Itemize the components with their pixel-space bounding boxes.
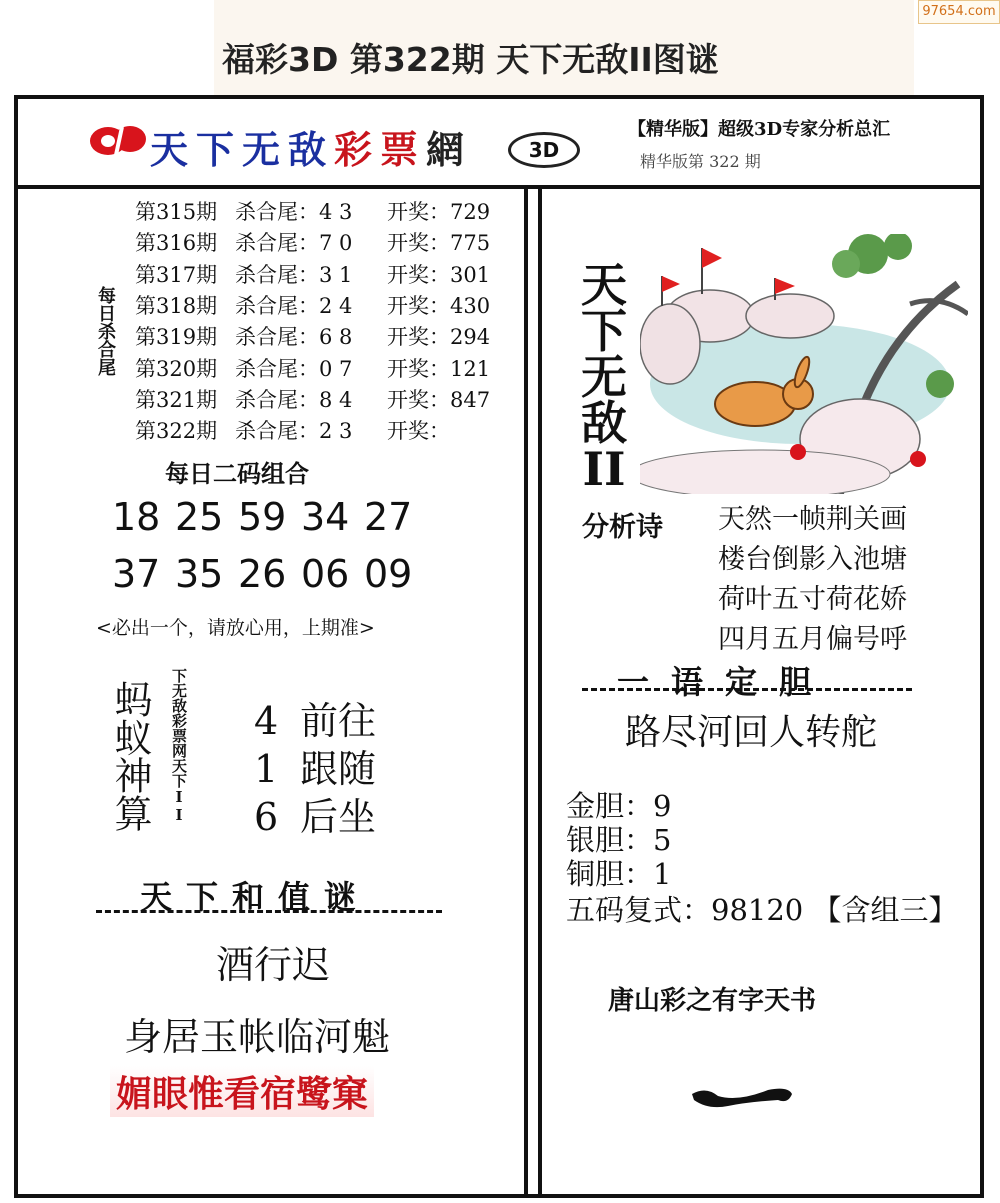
kill-tail-row [135, 321, 490, 351]
ant-pick [254, 690, 376, 745]
kill-tail-side-label: 每日杀合尾 [95, 286, 116, 376]
two-code-value: 37 [112, 552, 161, 596]
kill-tail-row [135, 227, 490, 257]
brush-stroke-glyph [688, 1080, 798, 1116]
kill-tail-value: 杀合尾：7 0 [235, 231, 353, 256]
kill-tail-row [135, 290, 490, 320]
ant-pick-word: 跟随 [300, 747, 377, 791]
sentence-underline [582, 688, 912, 691]
kill-tail-draw: 开奖：775 [387, 231, 491, 256]
lottery-logo-icon [88, 121, 152, 159]
sum-riddle-heading: 天下和值谜 [140, 878, 371, 916]
column-divider-right [538, 185, 542, 1198]
ant-pick [254, 786, 376, 841]
kill-tail-row [135, 259, 490, 289]
two-code-value: 59 [238, 495, 287, 539]
ant-pick-number: 1 [254, 747, 279, 791]
edition-label: 【精华版】超级3D专家分析总汇 [628, 119, 891, 140]
kill-tail-draw: 开奖：301 [387, 262, 491, 287]
ant-label: 蚂蚁神算 [108, 680, 152, 832]
two-code-value: 26 [238, 552, 287, 596]
two-code-value: 06 [301, 552, 350, 596]
five-code-combo: 五码复式：98120 【含组三】 [566, 893, 958, 927]
puzzle-title: 天下无敌II [581, 258, 627, 496]
sum-riddle-line-3: 媚眼惟看宿鹭窠 [110, 1066, 374, 1117]
gold-digit: 金胆：9 [566, 789, 672, 823]
site-name [150, 119, 472, 174]
kill-tail-value: 杀合尾：2 4 [235, 293, 353, 318]
kill-tail-row [135, 353, 490, 383]
kill-tail-draw: 开奖：121 [387, 356, 491, 381]
site-name-part-2: 彩票 [334, 127, 427, 172]
kill-tail-draw: 开奖：294 [387, 325, 491, 350]
site-watermark: 97654.com [918, 0, 1000, 24]
two-code-value: 35 [175, 552, 224, 596]
kill-tail-period: 第316期 [135, 231, 218, 256]
two-code-row-1 [112, 495, 427, 539]
banner [18, 99, 980, 189]
two-code-heading: 每日二码组合 [165, 459, 309, 488]
kill-tail-period: 第320期 [135, 356, 218, 381]
poem-label: 分析诗 [582, 512, 663, 543]
kill-tail-period: 第315期 [135, 200, 218, 224]
kill-tail-draw: 开奖： [387, 419, 450, 444]
ant-pick-word: 前往 [300, 699, 377, 743]
ant-pick-number: 4 [254, 699, 279, 743]
two-code-value: 34 [301, 495, 350, 539]
two-code-row-2 [112, 552, 427, 596]
kill-tail-value: 杀合尾：2 3 [235, 419, 353, 444]
kill-tail-row [135, 384, 490, 414]
rabbit-landscape-illustration [640, 234, 968, 494]
key-sentence: 路尽河回人转舵 [625, 712, 878, 753]
silver-digit: 银胆：5 [566, 823, 672, 857]
kill-tail-row [135, 196, 490, 226]
two-code-value: 27 [364, 495, 413, 539]
sum-riddle-line-1: 酒行迟 [216, 943, 331, 987]
poem-line: 四月五月偏号呼 [718, 624, 907, 655]
two-code-note: <必出一个，请放心用，上期准> [96, 617, 375, 639]
kill-tail-period: 第319期 [135, 325, 218, 350]
kill-tail-draw: 开奖：430 [387, 293, 491, 318]
page-title: 福彩3D 第322期 天下无敌II图谜 [222, 40, 719, 79]
bronze-digit: 铜胆：1 [566, 857, 672, 891]
ant-side-text: 下无敌彩票网天下II [170, 668, 188, 824]
book-title: 唐山彩之有字天书 [608, 986, 817, 1016]
site-name-part-3: 網 [426, 127, 473, 172]
ant-pick-word: 后坐 [300, 795, 377, 839]
kill-tail-value: 杀合尾：3 1 [235, 262, 353, 287]
kill-tail-value: 杀合尾：4 3 [235, 200, 353, 224]
poem-line: 天然一帧荆关画 [718, 504, 907, 535]
sum-riddle-line-2: 身居玉帐临河魁 [124, 1015, 391, 1059]
kill-tail-value: 杀合尾：8 4 [235, 387, 353, 412]
poem-line: 荷叶五寸荷花娇 [718, 584, 907, 615]
sentence-heading: 一语定胆 [617, 663, 834, 701]
ant-pick-number: 6 [254, 795, 279, 839]
site-name-part-1: 天下无敌 [150, 127, 335, 172]
ant-pick [254, 738, 376, 793]
kill-tail-period: 第317期 [135, 262, 218, 287]
kill-tail-period: 第318期 [135, 293, 218, 318]
kill-tail-period: 第322期 [135, 419, 218, 444]
two-code-value: 09 [364, 552, 413, 596]
kill-tail-draw: 开奖：847 [387, 387, 491, 412]
two-code-value: 25 [175, 495, 224, 539]
3d-badge: 3D [508, 132, 580, 168]
poem-line: 楼台倒影入池塘 [718, 544, 907, 575]
sum-riddle-underline [96, 910, 442, 913]
kill-tail-value: 杀合尾：0 7 [235, 356, 353, 381]
kill-tail-draw: 开奖：729 [387, 200, 491, 224]
kill-tail-row [135, 415, 450, 445]
issue-line: 精华版第 322 期 [640, 152, 761, 171]
kill-tail-value: 杀合尾：6 8 [235, 325, 353, 350]
column-divider-left [524, 185, 528, 1198]
kill-tail-period: 第321期 [135, 387, 218, 412]
two-code-value: 18 [112, 495, 161, 539]
